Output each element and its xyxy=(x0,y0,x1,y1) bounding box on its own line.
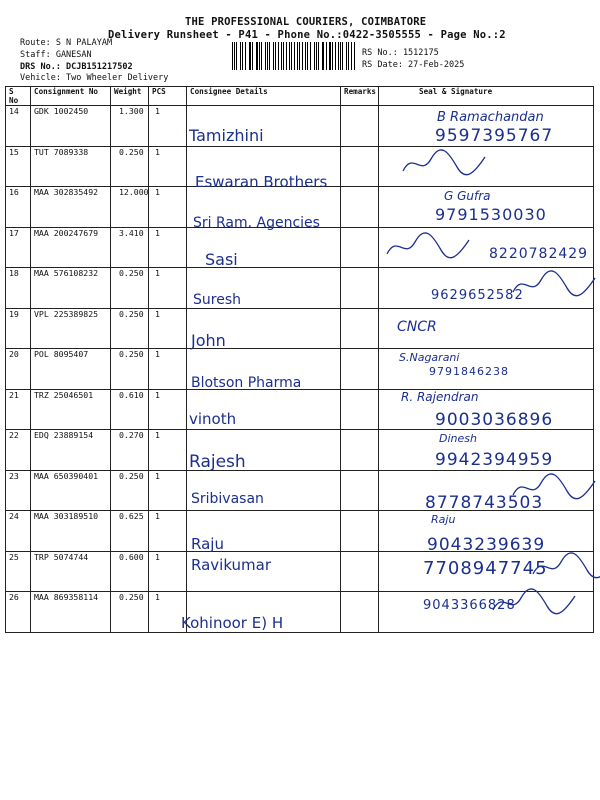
weight-cell: 0.250 xyxy=(111,268,149,309)
col-sno: S No xyxy=(6,87,31,106)
signature-cell xyxy=(379,430,594,471)
row-sno: 17 xyxy=(6,227,31,268)
col-pcs: PCS xyxy=(149,87,187,106)
remarks-cell xyxy=(341,349,379,390)
rs-number: RS No.: 1512175 xyxy=(362,48,439,58)
consignment-number: EDQ 23889154 xyxy=(31,430,111,471)
consignee-handwriting: Suresh xyxy=(193,292,241,308)
consignee-handwriting: Blotson Pharma xyxy=(191,375,302,391)
remarks-cell xyxy=(341,268,379,309)
barcode-bar xyxy=(346,42,347,70)
weight-cell: 12.000 xyxy=(111,187,149,228)
barcode-bar xyxy=(340,42,341,70)
row-sno: 24 xyxy=(6,511,31,552)
phone-handwriting: 9791530030 xyxy=(435,205,547,224)
phone-handwriting: 9942394959 xyxy=(435,450,554,470)
col-consignment: Consignment No xyxy=(31,87,111,106)
consignment-number: MAA 302835492 xyxy=(31,187,111,228)
runsheet-table xyxy=(5,86,594,633)
table-row xyxy=(6,106,594,147)
signature-cell xyxy=(379,349,594,390)
consignment-number: MAA 650390401 xyxy=(31,470,111,511)
barcode-icon xyxy=(232,42,356,70)
signature-cell xyxy=(379,470,594,511)
signature-handwriting: R. Rajendran xyxy=(401,389,479,404)
row-sno: 22 xyxy=(6,430,31,471)
pcs-cell: 1 xyxy=(149,592,187,633)
phone-handwriting: 9043366828 xyxy=(423,598,516,613)
weight-cell: 0.250 xyxy=(111,349,149,390)
barcode-bar xyxy=(256,42,257,70)
signature-handwriting: Dinesh xyxy=(439,432,477,445)
consignee-handwriting: Rajesh xyxy=(189,452,246,472)
consignee-handwriting: Sribivasan xyxy=(191,490,264,507)
pcs-cell: 1 xyxy=(149,308,187,349)
signature-cell xyxy=(379,389,594,430)
signature-cell xyxy=(379,227,594,268)
consignee-cell xyxy=(187,106,341,147)
row-sno: 14 xyxy=(6,106,31,147)
barcode-bar xyxy=(314,42,315,70)
consignee-handwriting: Raju xyxy=(191,535,224,553)
consignee-handwriting: Ravikumar xyxy=(191,555,272,574)
table-row xyxy=(6,592,594,633)
pcs-cell: 1 xyxy=(149,511,187,552)
consignment-number: VPL 225389825 xyxy=(31,308,111,349)
drs-number: DRS No.: DCJB151217502 xyxy=(20,62,133,72)
table-row xyxy=(6,187,594,228)
consignee-cell xyxy=(187,146,341,191)
consignment-number: MAA 869358114 xyxy=(31,592,111,633)
consignee-cell xyxy=(187,430,341,471)
signature-cell xyxy=(379,146,594,187)
col-consignee: Consignee Details xyxy=(187,87,341,106)
row-sno: 19 xyxy=(6,308,31,349)
table-row xyxy=(6,389,594,430)
barcode-bar xyxy=(275,42,276,70)
signature-cell xyxy=(379,308,594,349)
phone-handwriting: 9003036896 xyxy=(435,409,554,430)
pcs-cell: 1 xyxy=(149,106,187,147)
barcode-bar xyxy=(232,42,233,70)
runsheet-title: Delivery Runsheet - P41 - Phone No.:0422-3505555 - Page No.:2 xyxy=(108,29,506,41)
signature-cell xyxy=(379,511,594,555)
barcode-bar xyxy=(299,42,300,70)
rs-date: RS Date: 27-Feb-2025 xyxy=(362,60,465,70)
barcode-bar xyxy=(329,42,330,70)
consignee-handwriting: Eswaran Brothers xyxy=(195,172,328,191)
consignment-number: TRP 5074744 xyxy=(31,551,111,592)
pcs-cell: 1 xyxy=(149,389,187,430)
consignee-cell xyxy=(187,389,341,430)
consignee-cell xyxy=(187,511,341,552)
col-remarks: Remarks xyxy=(341,87,379,106)
table-row xyxy=(6,511,594,552)
weight-cell: 0.610 xyxy=(111,389,149,430)
consignee-cell xyxy=(187,187,341,231)
weight-cell: 1.300 xyxy=(111,106,149,147)
remarks-cell xyxy=(341,430,379,471)
row-sno: 23 xyxy=(6,470,31,511)
barcode-bar xyxy=(307,42,308,70)
signature-scribble xyxy=(399,149,489,179)
col-signature: Seal & Signature xyxy=(379,87,594,106)
consignment-number: MAA 303189510 xyxy=(31,511,111,552)
barcode-bar xyxy=(240,42,241,70)
consignee-handwriting: Tamizhini xyxy=(189,126,264,145)
table-row xyxy=(6,551,594,592)
weight-cell: 0.250 xyxy=(111,592,149,633)
signature-cell xyxy=(379,551,594,592)
signature-handwriting: CNCR xyxy=(397,318,437,335)
pcs-cell: 1 xyxy=(149,349,187,390)
table-row xyxy=(6,227,594,268)
row-sno: 26 xyxy=(6,592,31,633)
weight-cell: 0.250 xyxy=(111,308,149,349)
remarks-cell xyxy=(341,146,379,187)
pcs-cell: 1 xyxy=(149,470,187,511)
consignee-cell xyxy=(187,470,341,511)
barcode-bar xyxy=(354,42,355,70)
remarks-cell xyxy=(341,227,379,268)
table-row xyxy=(6,430,594,471)
table-row xyxy=(6,349,594,390)
consignee-handwriting: John xyxy=(191,330,226,350)
signature-cell xyxy=(379,592,594,633)
table-header-row xyxy=(6,87,594,106)
row-sno: 18 xyxy=(6,268,31,309)
barcode-bar xyxy=(245,42,246,70)
consignee-cell xyxy=(187,227,341,268)
table-row xyxy=(6,308,594,349)
pcs-cell: 1 xyxy=(149,227,187,268)
remarks-cell xyxy=(341,187,379,228)
vehicle-label: Vehicle: Two Wheeler Delivery xyxy=(20,73,169,83)
weight-cell: 0.270 xyxy=(111,430,149,471)
signature-cell xyxy=(379,187,594,228)
signature-handwriting: S.Nagarani xyxy=(399,351,460,364)
barcode-bar xyxy=(283,42,284,70)
consignment-number: POL 8095407 xyxy=(31,349,111,390)
col-weight: Weight xyxy=(111,87,149,106)
pcs-cell: 1 xyxy=(149,146,187,187)
consignee-cell xyxy=(187,268,341,309)
pcs-cell: 1 xyxy=(149,551,187,592)
consignment-number: TUT 7089338 xyxy=(31,146,111,187)
table-row xyxy=(6,146,594,187)
consignee-cell xyxy=(187,308,341,349)
barcode-bar xyxy=(265,42,266,70)
signature-cell xyxy=(379,268,594,309)
barcode-bar xyxy=(252,42,253,70)
consignee-handwriting: vinoth xyxy=(189,409,237,428)
phone-handwriting: 8220782429 xyxy=(489,245,589,262)
remarks-cell xyxy=(341,551,379,592)
consignee-cell xyxy=(181,592,341,633)
remarks-cell xyxy=(341,389,379,430)
weight-cell: 3.410 xyxy=(111,227,149,268)
route-label: Route: S N PALAYAM xyxy=(20,38,113,48)
phone-handwriting: 9597395767 xyxy=(435,126,554,146)
pcs-cell: 1 xyxy=(149,187,187,228)
remarks-cell xyxy=(341,592,379,633)
weight-cell: 0.250 xyxy=(111,146,149,187)
pcs-cell: 1 xyxy=(149,430,187,471)
signature-handwriting: Raju xyxy=(431,513,456,526)
remarks-cell xyxy=(341,106,379,147)
remarks-cell xyxy=(341,470,379,511)
consignee-cell xyxy=(187,349,341,390)
phone-handwriting: 9791846238 xyxy=(429,365,509,378)
remarks-cell xyxy=(341,511,379,552)
table-row xyxy=(6,470,594,511)
consignee-handwriting: Kohinoor E) H xyxy=(181,614,284,632)
barcode-bar xyxy=(332,42,333,70)
barcode-bar xyxy=(322,42,323,70)
weight-cell: 0.625 xyxy=(111,511,149,552)
staff-label: Staff: GANESAN xyxy=(20,50,92,60)
row-sno: 15 xyxy=(6,146,31,187)
weight-cell: 0.600 xyxy=(111,551,149,592)
barcode-bar xyxy=(289,42,290,70)
signature-scribble xyxy=(383,232,473,262)
row-sno: 25 xyxy=(6,551,31,592)
consignee-handwriting: Sri Ram. Agencies xyxy=(193,215,320,231)
consignment-number: MAA 576108232 xyxy=(31,268,111,309)
consignee-handwriting: Sasi xyxy=(205,249,238,269)
barcode-bar xyxy=(269,42,270,70)
phone-handwriting: 7708947745 xyxy=(423,557,548,579)
row-sno: 16 xyxy=(6,187,31,228)
company-title: THE PROFESSIONAL COURIERS, COIMBATORE xyxy=(185,16,427,28)
pcs-cell: 1 xyxy=(149,268,187,309)
consignment-number: MAA 200247679 xyxy=(31,227,111,268)
consignee-cell xyxy=(187,551,341,592)
phone-handwriting: 9043239639 xyxy=(427,535,546,555)
phone-handwriting: 8778743503 xyxy=(425,492,544,513)
signature-cell xyxy=(379,106,594,147)
weight-cell: 0.250 xyxy=(111,470,149,511)
table-row xyxy=(6,268,594,309)
signature-handwriting: B Ramachandan xyxy=(437,110,544,125)
consignment-number: GDK 1002450 xyxy=(31,106,111,147)
remarks-cell xyxy=(341,308,379,349)
consignment-number: TRZ 25046501 xyxy=(31,389,111,430)
row-sno: 21 xyxy=(6,389,31,430)
barcode-bar xyxy=(297,42,298,70)
phone-handwriting: 9629652582 xyxy=(431,288,524,303)
signature-handwriting: G Gufra xyxy=(444,189,491,203)
row-sno: 20 xyxy=(6,349,31,390)
